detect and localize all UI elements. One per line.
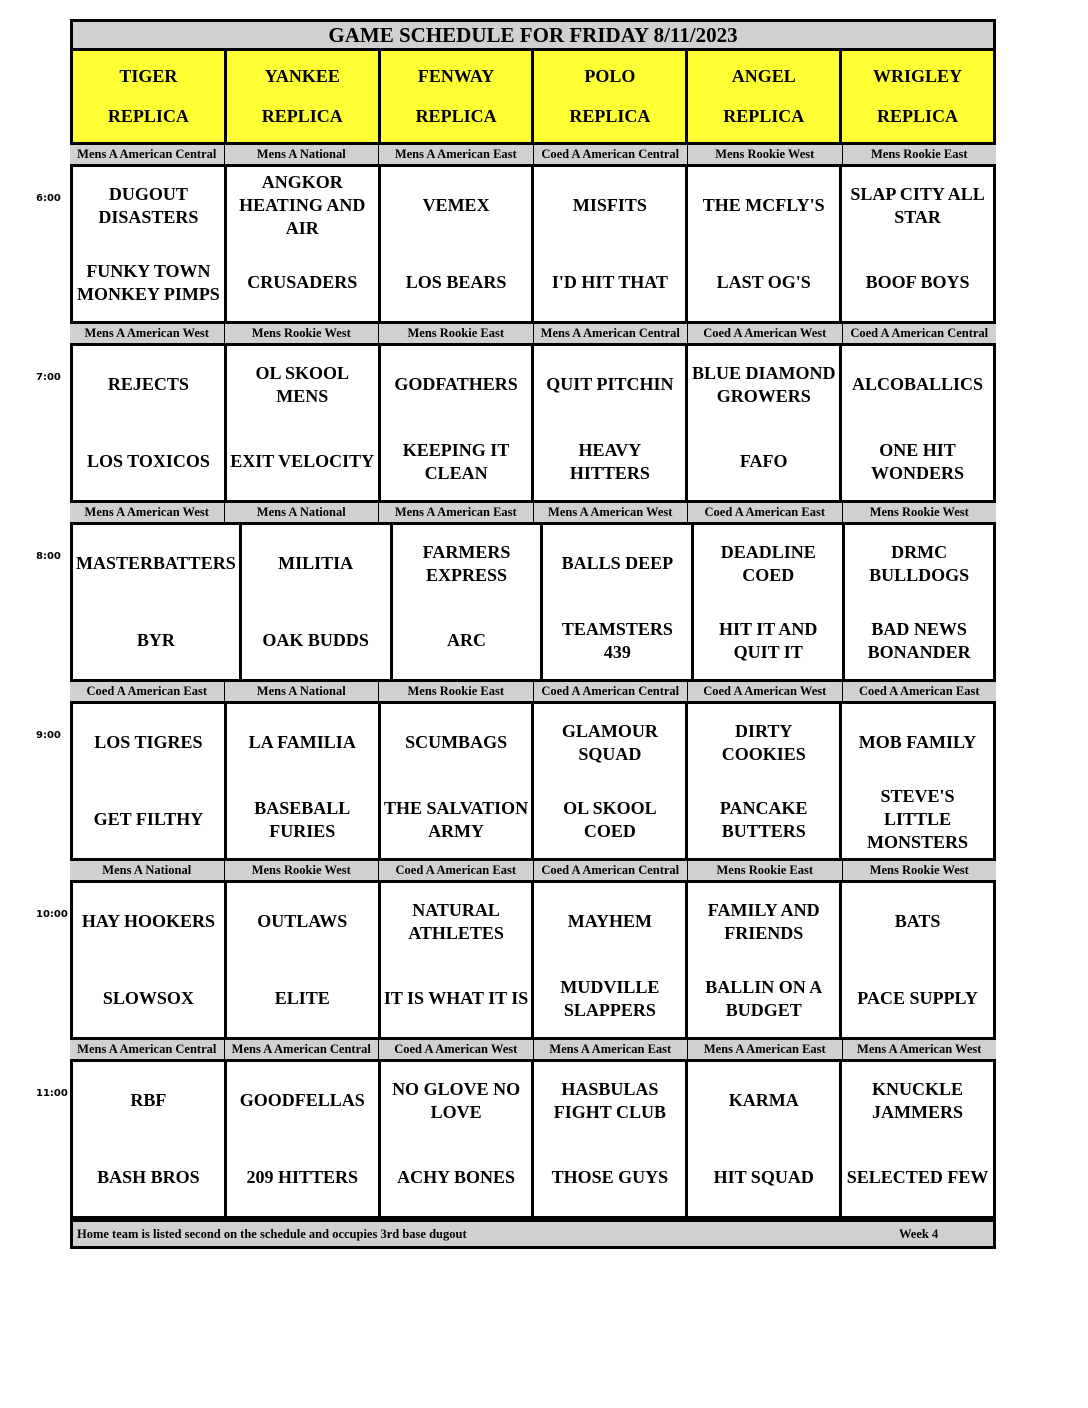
page-title: GAME SCHEDULE FOR FRIDAY 8/11/2023 [70, 19, 996, 51]
division-label: Coed A American West [688, 324, 843, 343]
home-team: STEVE'S LITTLE MONSTERS [867, 786, 969, 852]
home-team: IT IS WHAT IT IS [383, 988, 529, 1008]
away-team: OUTLAWS [257, 911, 348, 931]
field-header [381, 51, 535, 142]
home-team: ACHY BONES [397, 1167, 515, 1187]
home-team-note: Home team is listed second on the schedule and occupies 3rd base dugout [77, 1226, 467, 1241]
games-row [70, 525, 996, 682]
home-team: ONE HIT WONDERS [871, 439, 965, 483]
division-label: Coed A American Central [534, 145, 689, 164]
game-cell [534, 1062, 688, 1216]
game-cell [534, 346, 688, 500]
home-team: TEAMSTERS 439 [561, 618, 673, 662]
field-header [534, 51, 688, 142]
game-cell [73, 525, 242, 679]
division-row [70, 861, 996, 883]
game-cell [242, 525, 393, 679]
time-label: 9:00 [36, 730, 61, 741]
home-team: SLOWSOX [102, 988, 194, 1008]
time-label: 7:00 [36, 372, 61, 383]
game-cell [381, 1062, 535, 1216]
home-team: BOOF BOYS [865, 272, 970, 292]
away-team: HAY HOOKERS [81, 911, 216, 931]
game-cell [381, 883, 535, 1037]
game-cell [688, 704, 842, 858]
time-label: 8:00 [36, 551, 61, 562]
field-sub: REPLICA [723, 105, 805, 126]
field-sub: REPLICA [569, 105, 651, 126]
away-team: NATURAL ATHLETES [408, 899, 504, 943]
away-team: ALCOBALLICS [852, 374, 984, 394]
away-team: ANGKOR HEATING AND AIR [239, 172, 366, 238]
division-label: Mens A American West [70, 503, 225, 522]
away-team: RBF [130, 1090, 167, 1110]
time-label: 10:00 [36, 909, 68, 920]
away-team: THE MCFLY'S [702, 195, 825, 215]
game-cell [73, 883, 227, 1037]
division-label: Mens A American East [379, 503, 534, 522]
game-cell [381, 704, 535, 858]
game-cell [227, 704, 381, 858]
division-label: Mens A American Central [70, 1040, 225, 1059]
division-label: Mens Rookie East [688, 861, 843, 880]
game-cell [688, 167, 842, 321]
away-team: MAYHEM [567, 911, 653, 931]
home-team: FAFO [739, 451, 788, 471]
division-label: Mens Rookie West [688, 145, 843, 164]
time-slot [36, 503, 996, 682]
field-header [227, 51, 381, 142]
division-label: Mens Rookie East [379, 324, 534, 343]
field-sub: REPLICA [415, 105, 497, 126]
away-team: BALLS DEEP [561, 553, 674, 573]
division-label: Mens A National [70, 861, 225, 880]
game-cell [381, 167, 535, 321]
division-row [70, 682, 996, 704]
division-label: Coed A American Central [534, 682, 689, 701]
away-team: DEADLINE COED [720, 541, 816, 585]
game-cell [694, 525, 845, 679]
home-team: BYR [136, 630, 175, 650]
game-cell [688, 1062, 842, 1216]
away-team: FAMILY AND FRIENDS [707, 899, 820, 943]
home-team: OAK BUDDS [262, 630, 369, 650]
field-name: POLO [584, 66, 636, 87]
field-header-row [70, 51, 996, 145]
division-label: Mens A American Central [70, 145, 225, 164]
division-label: Coed A American East [379, 861, 534, 880]
home-team: PACE SUPPLY [857, 988, 978, 1008]
home-team: FUNKY TOWN MONKEY PIMPS [77, 260, 220, 304]
game-cell [227, 883, 381, 1037]
game-cell [393, 525, 544, 679]
time-slot [36, 861, 996, 1040]
home-team: LOS BEARS [405, 272, 507, 292]
games-row [70, 167, 996, 324]
division-label: Coed A American East [70, 682, 225, 701]
away-team: REJECTS [107, 374, 189, 394]
division-label: Coed A American Central [850, 326, 989, 340]
home-team: THE SALVATION ARMY [383, 797, 529, 841]
game-cell [688, 346, 842, 500]
division-label: Mens A American Central [534, 324, 689, 343]
field-name: ANGEL [731, 66, 796, 87]
division-label: Mens A American East [534, 1040, 689, 1059]
game-cell [842, 167, 996, 321]
away-team: KNUCKLE JAMMERS [872, 1078, 964, 1122]
division-label: Mens A American West [534, 503, 689, 522]
division-row [70, 1040, 996, 1062]
field-sub: REPLICA [261, 105, 343, 126]
game-cell [227, 167, 381, 321]
games-row [70, 346, 996, 503]
game-cell [842, 1062, 996, 1216]
field-name: YANKEE [264, 66, 340, 87]
away-team: MOB FAMILY [858, 732, 977, 752]
schedule-table [36, 19, 996, 1249]
away-team: DRMC BULLDOGS [869, 541, 970, 585]
division-label: Mens A American East [379, 145, 534, 164]
home-team: THOSE GUYS [551, 1167, 669, 1187]
division-label: Coed A American Central [534, 861, 689, 880]
division-label: Mens A American East [688, 1040, 843, 1059]
away-team: OL SKOOL MENS [255, 362, 350, 406]
division-label: Mens A American West [70, 324, 225, 343]
division-label: Coed A American East [688, 503, 843, 522]
time-slot [36, 682, 996, 861]
home-team: EXIT VELOCITY [230, 451, 375, 471]
home-team: GET FILTHY [93, 809, 204, 829]
division-label: Mens A National [225, 145, 380, 164]
time-label: 6:00 [36, 193, 61, 204]
away-team: DIRTY COOKIES [721, 720, 806, 764]
away-team: VEMEX [422, 195, 490, 215]
division-label: Coed A American West [688, 682, 843, 701]
division-label: Mens Rookie West [869, 505, 969, 519]
game-cell [845, 525, 996, 679]
time-slot [36, 324, 996, 503]
division-label: Coed A American East [859, 684, 980, 698]
game-cell [543, 525, 694, 679]
home-team: BALLIN ON A BUDGET [705, 976, 823, 1020]
field-name: TIGER [119, 66, 178, 87]
home-team: CRUSADERS [247, 272, 358, 292]
division-label: Mens Rookie East [379, 682, 534, 701]
away-team: LA FAMILIA [248, 732, 356, 752]
home-team: 209 HITTERS [246, 1167, 359, 1187]
division-label: Mens Rookie West [869, 863, 969, 877]
division-row [70, 145, 996, 167]
division-row [70, 324, 996, 346]
away-team: GLAMOUR SQUAD [561, 720, 658, 764]
division-label: Mens Rookie East [870, 147, 968, 161]
away-team: FARMERS EXPRESS [422, 541, 511, 585]
division-label: Mens Rookie West [225, 324, 380, 343]
field-header [73, 51, 227, 142]
home-team: HIT IT AND QUIT IT [719, 618, 818, 662]
away-team: LOS TIGRES [94, 732, 203, 752]
home-team: MUDVILLE SLAPPERS [560, 976, 660, 1020]
time-slot [36, 145, 996, 324]
home-team: SELECTED FEW [846, 1167, 989, 1187]
game-cell [688, 883, 842, 1037]
away-team: GOODFELLAS [239, 1090, 365, 1110]
away-team: BATS [894, 911, 941, 931]
division-label: Mens A American Central [225, 1040, 380, 1059]
field-name: FENWAY [417, 66, 495, 87]
home-team: PANCAKE BUTTERS [719, 797, 808, 841]
field-header [688, 51, 842, 142]
game-cell [534, 704, 688, 858]
division-label: Mens A National [225, 682, 380, 701]
home-team: I'D HIT THAT [551, 272, 668, 292]
field-header [842, 51, 996, 142]
away-team: QUIT PITCHIN [546, 374, 674, 394]
game-cell [842, 346, 996, 500]
away-team: KARMA [728, 1090, 799, 1110]
field-name: WRIGLEY [873, 66, 963, 87]
division-row [70, 503, 996, 525]
time-slot [36, 1040, 996, 1219]
game-cell [73, 346, 227, 500]
game-cell [227, 1062, 381, 1216]
home-team: KEEPING IT CLEAN [402, 439, 510, 483]
away-team: HASBULAS FIGHT CLUB [553, 1078, 666, 1122]
division-label: Mens A American West [857, 1042, 982, 1056]
away-team: SCUMBAGS [405, 732, 508, 752]
game-cell [73, 1062, 227, 1216]
home-team: HEAVY HITTERS [569, 439, 650, 483]
home-team: ELITE [274, 988, 330, 1008]
games-row [70, 1062, 996, 1219]
field-sub: REPLICA [877, 105, 959, 126]
game-cell [534, 167, 688, 321]
game-cell [381, 346, 535, 500]
game-cell [842, 704, 996, 858]
division-label: Mens A National [225, 503, 380, 522]
home-team: BASH BROS [97, 1167, 200, 1187]
home-team: LOS TOXICOS [86, 451, 210, 471]
game-cell [842, 883, 996, 1037]
home-team: OL SKOOL COED [563, 797, 657, 841]
away-team: MILITIA [278, 553, 354, 573]
games-row [70, 704, 996, 861]
division-label: Coed A American West [379, 1040, 534, 1059]
away-team: MASTERBATTERS [76, 553, 236, 573]
home-team: BAD NEWS BONANDER [867, 618, 971, 662]
schedule-footer [70, 1219, 996, 1249]
games-row [70, 883, 996, 1040]
division-label: Mens Rookie West [225, 861, 380, 880]
field-sub: REPLICA [107, 105, 189, 126]
away-team: SLAP CITY ALL STAR [850, 183, 985, 227]
away-team: MISFITS [572, 195, 647, 215]
game-cell [73, 704, 227, 858]
time-label: 11:00 [36, 1088, 68, 1099]
away-team: BLUE DIAMOND GROWERS [691, 362, 836, 406]
week-label: Week 4 [899, 1226, 939, 1241]
game-cell [227, 346, 381, 500]
home-team: LAST OG'S [716, 272, 811, 292]
home-team: ARC [447, 630, 486, 650]
away-team: NO GLOVE NO LOVE [392, 1078, 521, 1122]
away-team: DUGOUT DISASTERS [98, 183, 199, 227]
game-cell [73, 167, 227, 321]
away-team: GODFATHERS [394, 374, 518, 394]
home-team: HIT SQUAD [713, 1167, 814, 1187]
game-cell [534, 883, 688, 1037]
home-team: BASEBALL FURIES [254, 797, 351, 841]
